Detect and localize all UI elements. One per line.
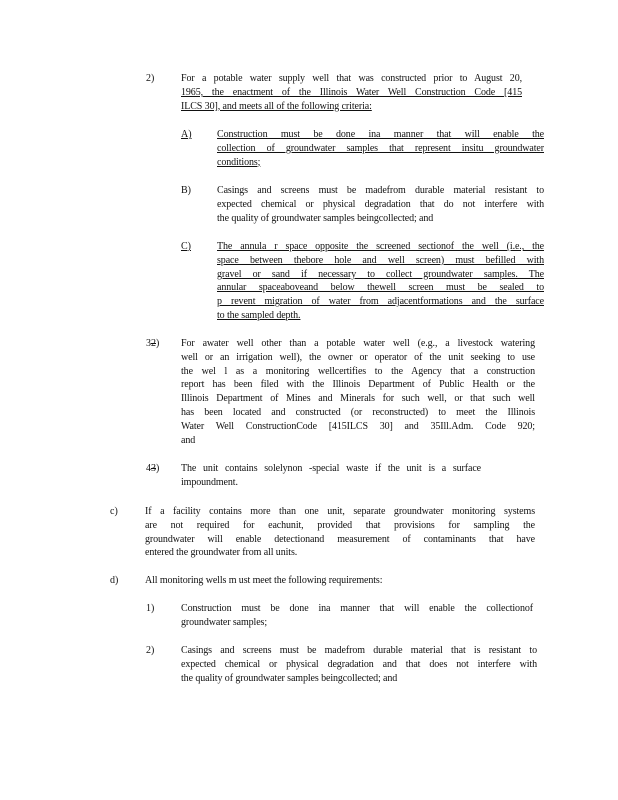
text-segment: are not required for eachunit, provided that provisions for sampling the — [145, 519, 535, 531]
text-segment: All monitoring wells m ust meet the following requirements: — [145, 575, 383, 586]
text-segment: expected chemical or physical degradation that do not interfere with — [217, 198, 544, 210]
text-line — [145, 546, 297, 560]
struck-text: 3 — [151, 463, 156, 474]
item-label: d) — [110, 575, 119, 586]
text-segment: and — [181, 434, 196, 446]
item-label: A) — [181, 129, 192, 140]
item-label — [146, 337, 159, 351]
text-line — [181, 434, 195, 448]
text-segment: Water Well ConstructionCode [415ILCS 30] and 35Ill.Adm. Code 920; — [181, 420, 535, 432]
text-segment: the quality of groundwater samples beingcollected; and — [181, 672, 398, 684]
label-text: ) — [156, 338, 160, 349]
text-segment: expected chemical or physical degradation and that does not interfere with — [181, 658, 537, 670]
text-segment: the quality of groundwater samples beingcollected; and — [217, 212, 434, 224]
text-segment: For awater well other than a potable water well (e.g., a livestock watering — [181, 338, 535, 349]
text-line — [181, 644, 537, 658]
text-segment: groundwater samples; — [181, 616, 268, 628]
text-segment: Casings and screens must be madefrom durable material resistant to — [217, 185, 544, 196]
item-label — [146, 462, 159, 476]
text-segment: conditions; — [217, 156, 261, 168]
text-segment: ILCS 30], and meets all of the following criteria: — [181, 100, 372, 112]
text-line — [217, 184, 544, 198]
text-segment: collection of groundwater samples that represent insitu groundwater — [217, 142, 544, 154]
text-segment: The unit contains solelynon -special waste if the unit is a surface — [181, 463, 481, 474]
text-line — [181, 86, 522, 100]
label-text: ) — [156, 463, 160, 474]
label-text: 3 — [146, 338, 151, 349]
text-line — [217, 268, 544, 282]
text-line — [181, 378, 535, 392]
text-line — [217, 281, 544, 295]
text-line — [181, 351, 535, 365]
item-label: B) — [181, 185, 191, 196]
text-line — [217, 254, 544, 268]
text-line — [217, 309, 300, 323]
text-line — [217, 240, 544, 254]
item-label: c) — [110, 506, 118, 517]
text-segment: space between thebore hole and well screen) must befilled with — [217, 254, 544, 266]
text-line — [217, 156, 260, 170]
text-line — [181, 672, 397, 686]
text-line — [181, 616, 267, 630]
text-line — [181, 337, 535, 351]
text-line — [181, 476, 238, 490]
text-segment: Illinois Department of Mines and Minerals for such well, or that such well — [181, 393, 535, 405]
text-segment: groundwater will enable detectionand measurement of contaminants that have — [145, 533, 535, 545]
item-label: 2) — [146, 73, 155, 84]
text-line — [181, 420, 535, 434]
text-line — [145, 574, 382, 588]
text-line — [181, 406, 535, 420]
item-label: C) — [181, 241, 191, 252]
item-label: 2) — [146, 645, 155, 656]
text-segment: p revent migration of water from adjacentformations and the surface — [217, 296, 544, 308]
text-line — [181, 100, 372, 114]
text-segment: gravel or sand if necessary to collect groundwater samples. The — [217, 268, 544, 280]
text-line — [181, 462, 481, 476]
text-line — [181, 658, 537, 672]
text-segment: The annula r space opposite the screened sectionof the well (i.e., the — [217, 241, 544, 252]
struck-text: 2 — [151, 338, 156, 349]
text-line — [145, 533, 535, 547]
text-segment: annular spaceaboveand below thewell screen must be sealed to — [217, 282, 544, 294]
text-line — [181, 72, 522, 86]
text-segment: Construction must be done ina manner that will enable the collectionof — [181, 603, 533, 614]
text-segment: has been located and constructed (or reconstructed) to meet the Illinois — [181, 407, 535, 418]
text-segment: entered the groundwater from all units. — [145, 547, 298, 559]
text-line — [217, 128, 544, 142]
text-line — [145, 505, 535, 519]
text-segment: to the sampled depth. — [217, 310, 301, 321]
text-segment: the wel l as a monitoring wellcertifies to the Agency that a construction — [181, 365, 535, 377]
text-line — [181, 602, 533, 616]
text-line — [181, 365, 535, 379]
text-segment: 1965, the enactment of the Illinois Water Well Construction Code [415 — [181, 86, 522, 98]
text-line — [217, 198, 544, 212]
label-text: 4 — [146, 463, 151, 474]
text-segment: report has been filed with the Illinois Department of Public Health or the — [181, 379, 535, 391]
text-line — [181, 392, 535, 406]
text-segment: impoundment. — [181, 476, 238, 488]
text-segment: well or an irrigation well), the owner or operator of the unit seeking to use — [181, 351, 535, 363]
text-segment: Casings and screens must be madefrom durable material that is resistant to — [181, 645, 537, 656]
text-line — [145, 519, 535, 533]
text-line — [217, 142, 544, 156]
text-segment: Construction must be done ina manner that will enable the — [217, 129, 544, 140]
text-line — [217, 295, 544, 309]
text-segment: For a potable water supply well that was constructed prior to August 20, — [181, 73, 522, 84]
text-line — [217, 212, 433, 226]
item-label: 1) — [146, 603, 155, 614]
text-segment: If a facility contains more than one unit, separate groundwater monitoring systems — [145, 506, 535, 517]
